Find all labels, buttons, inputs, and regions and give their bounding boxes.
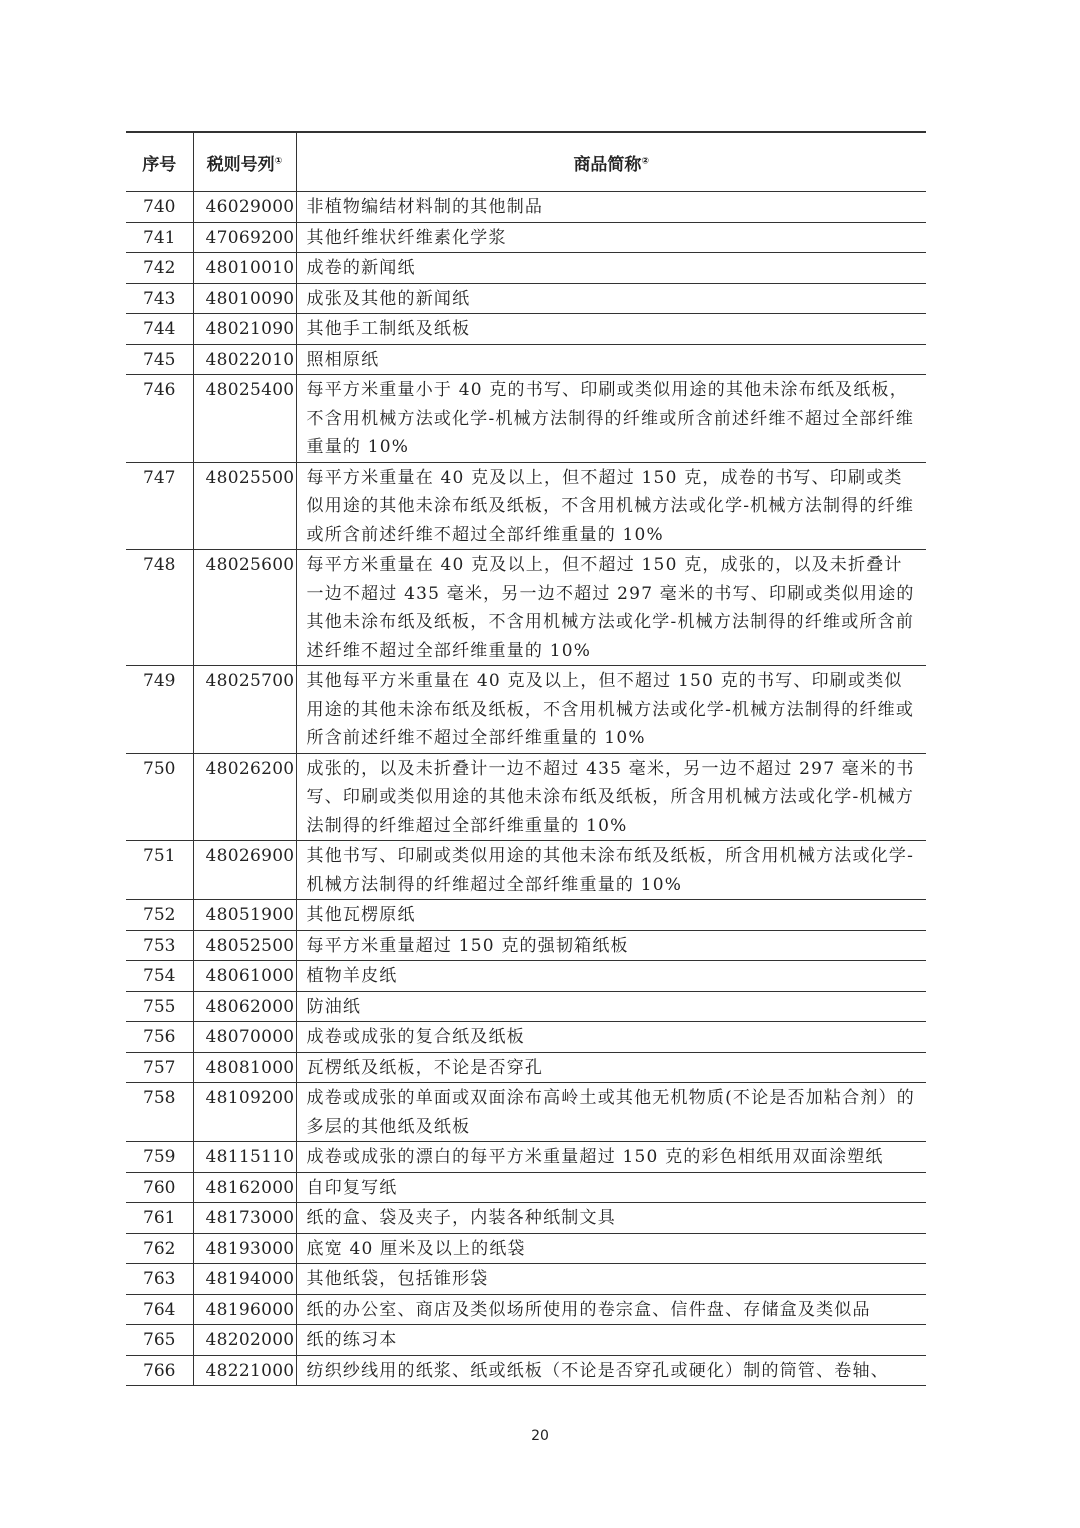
table-row (126, 1172, 926, 1203)
commodity-name-cell: 纸的办公室、商店及类似场所使用的卷宗盒、信件盘、存储盒及类似品 (296, 1294, 926, 1325)
seq-cell: 757 (126, 1052, 193, 1083)
tariff-code-cell: 48173000 (193, 1203, 296, 1234)
commodity-name-cell: 成卷或成张的漂白的每平方米重量超过 150 克的彩色相纸用双面涂塑纸 (296, 1142, 926, 1173)
table-body (126, 192, 926, 1386)
table-header (126, 132, 926, 192)
table-row (126, 666, 926, 754)
table-row (126, 283, 926, 314)
tariff-code-cell: 48202000 (193, 1325, 296, 1356)
table-row (126, 1083, 926, 1142)
tariff-code-cell: 48221000 (193, 1355, 296, 1386)
commodity-name-cell: 其他纸袋，包括锥形袋 (296, 1264, 926, 1295)
tariff-code-cell: 48052500 (193, 930, 296, 961)
seq-cell: 748 (126, 550, 193, 666)
table-row (126, 1233, 926, 1264)
seq-cell: 759 (126, 1142, 193, 1173)
page-number: 20 (531, 1428, 549, 1444)
seq-cell: 746 (126, 375, 193, 463)
table-row (126, 1203, 926, 1234)
commodity-name-cell: 每平方米重量在 40 克及以上，但不超过 150 克，成张的，以及未折叠计一边不超过 435 毫米，另一边不超过 297 毫米的书写、印刷或类似用途的其他未涂布纸及纸板，不含用机械方法或化学-机械方法制得的纤维或所含前述纤维不超过全部纤维重量的 10% (296, 550, 926, 666)
seq-cell: 758 (126, 1083, 193, 1142)
seq-cell: 745 (126, 344, 193, 375)
header-row (126, 132, 926, 192)
table-row (126, 841, 926, 900)
table-row (126, 222, 926, 253)
commodity-name-cell: 其他瓦楞原纸 (296, 900, 926, 931)
table-row (126, 930, 926, 961)
tariff-code-cell: 48193000 (193, 1233, 296, 1264)
seq-cell: 762 (126, 1233, 193, 1264)
table-row (126, 1294, 926, 1325)
seq-cell: 747 (126, 462, 193, 550)
seq-cell: 765 (126, 1325, 193, 1356)
header-seq (126, 132, 193, 192)
tariff-code-cell: 48081000 (193, 1052, 296, 1083)
seq-cell: 740 (126, 192, 193, 223)
tariff-code-cell: 48162000 (193, 1172, 296, 1203)
tariff-code-cell: 48021090 (193, 314, 296, 345)
tariff-code-cell: 48025400 (193, 375, 296, 463)
table-row (126, 1022, 926, 1053)
commodity-name-cell: 防油纸 (296, 991, 926, 1022)
table-row (126, 550, 926, 666)
commodity-name-cell: 每平方米重量小于 40 克的书写、印刷或类似用途的其他未涂布纸及纸板，不含用机械方法或化学-机械方法制得的纤维或所含前述纤维不超过全部纤维重量的 10% (296, 375, 926, 463)
tariff-code-cell: 48062000 (193, 991, 296, 1022)
commodity-name-cell: 成张及其他的新闻纸 (296, 283, 926, 314)
tariff-code-cell: 48026200 (193, 753, 296, 841)
commodity-name-cell: 每平方米重量超过 150 克的强韧箱纸板 (296, 930, 926, 961)
header-code (193, 132, 296, 192)
tariff-code-cell: 48109200 (193, 1083, 296, 1142)
tariff-code-cell: 46029000 (193, 192, 296, 223)
tariff-code-cell: 48025700 (193, 666, 296, 754)
commodity-table (126, 131, 926, 1386)
table-row (126, 375, 926, 463)
seq-cell: 743 (126, 283, 193, 314)
seq-cell: 760 (126, 1172, 193, 1203)
tariff-code-cell: 48061000 (193, 961, 296, 992)
tariff-code-cell: 48022010 (193, 344, 296, 375)
header-code-label: 税则号列 (206, 154, 275, 175)
table-row (126, 1325, 926, 1356)
commodity-name-cell: 植物羊皮纸 (296, 961, 926, 992)
table-row (126, 344, 926, 375)
commodity-name-cell: 成卷或成张的复合纸及纸板 (296, 1022, 926, 1053)
header-seq-label: 序号 (142, 154, 177, 175)
seq-cell: 752 (126, 900, 193, 931)
tariff-code-cell: 48196000 (193, 1294, 296, 1325)
seq-cell: 749 (126, 666, 193, 754)
seq-cell: 741 (126, 222, 193, 253)
commodity-name-cell: 其他纤维状纤维素化学浆 (296, 222, 926, 253)
commodity-name-cell: 纸的盒、袋及夹子，内装各种纸制文具 (296, 1203, 926, 1234)
table-row (126, 1052, 926, 1083)
seq-cell: 750 (126, 753, 193, 841)
commodity-name-cell: 成卷的新闻纸 (296, 253, 926, 284)
table-row (126, 1142, 926, 1173)
table-row (126, 753, 926, 841)
commodity-name-cell: 成张的，以及未折叠计一边不超过 435 毫米，另一边不超过 297 毫米的书写、印刷或类似用途的其他未涂布纸及纸板，所含用机械方法或化学-机械方法制得的纤维超过全部纤维重量的 10% (296, 753, 926, 841)
table-row (126, 1264, 926, 1295)
table-row (126, 1355, 926, 1386)
seq-cell: 742 (126, 253, 193, 284)
header-name-footnote-mark: ② (641, 155, 650, 166)
commodity-name-cell: 其他每平方米重量在 40 克及以上，但不超过 150 克的书写、印刷或类似用途的其他未涂布纸及纸板，不含用机械方法或化学-机械方法制得的纤维或所含前述纤维不超过全部纤维重量的 10% (296, 666, 926, 754)
seq-cell: 756 (126, 1022, 193, 1053)
tariff-code-cell: 48025500 (193, 462, 296, 550)
header-name-label: 商品简称 (573, 154, 642, 175)
tariff-code-cell: 48026900 (193, 841, 296, 900)
commodity-name-cell: 成卷或成张的单面或双面涂布高岭土或其他无机物质(不论是否加粘合剂）的多层的其他纸及纸板 (296, 1083, 926, 1142)
seq-cell: 744 (126, 314, 193, 345)
tariff-code-cell: 48194000 (193, 1264, 296, 1295)
seq-cell: 761 (126, 1203, 193, 1234)
commodity-name-cell: 纺织纱线用的纸浆、纸或纸板（不论是否穿孔或硬化）制的筒管、卷轴、 (296, 1355, 926, 1386)
commodity-name-cell: 纸的练习本 (296, 1325, 926, 1356)
tariff-code-cell: 48010010 (193, 253, 296, 284)
seq-cell: 763 (126, 1264, 193, 1295)
commodity-name-cell: 瓦楞纸及纸板，不论是否穿孔 (296, 1052, 926, 1083)
seq-cell: 764 (126, 1294, 193, 1325)
table-row (126, 462, 926, 550)
table-row (126, 314, 926, 345)
commodity-name-cell: 每平方米重量在 40 克及以上，但不超过 150 克，成卷的书写、印刷或类似用途的其他未涂布纸及纸板，不含用机械方法或化学-机械方法制得的纤维或所含前述纤维不超过全部纤维重量的 10% (296, 462, 926, 550)
commodity-name-cell: 其他书写、印刷或类似用途的其他未涂布纸及纸板，所含用机械方法或化学-机械方法制得的纤维超过全部纤维重量的 10% (296, 841, 926, 900)
tariff-code-cell: 48025600 (193, 550, 296, 666)
seq-cell: 753 (126, 930, 193, 961)
table-row (126, 991, 926, 1022)
tariff-code-cell: 48115110 (193, 1142, 296, 1173)
tariff-code-cell: 48010090 (193, 283, 296, 314)
header-name (296, 132, 926, 192)
commodity-name-cell: 底宽 40 厘米及以上的纸袋 (296, 1233, 926, 1264)
table-row (126, 253, 926, 284)
table-row (126, 961, 926, 992)
table-row (126, 900, 926, 931)
seq-cell: 766 (126, 1355, 193, 1386)
commodity-name-cell: 自印复写纸 (296, 1172, 926, 1203)
table-row (126, 192, 926, 223)
commodity-name-cell: 照相原纸 (296, 344, 926, 375)
commodity-name-cell: 非植物编结材料制的其他制品 (296, 192, 926, 223)
seq-cell: 754 (126, 961, 193, 992)
header-code-footnote-mark: ① (274, 155, 283, 166)
tariff-code-cell: 48051900 (193, 900, 296, 931)
seq-cell: 755 (126, 991, 193, 1022)
tariff-code-cell: 48070000 (193, 1022, 296, 1053)
commodity-name-cell: 其他手工制纸及纸板 (296, 314, 926, 345)
seq-cell: 751 (126, 841, 193, 900)
tariff-code-cell: 47069200 (193, 222, 296, 253)
